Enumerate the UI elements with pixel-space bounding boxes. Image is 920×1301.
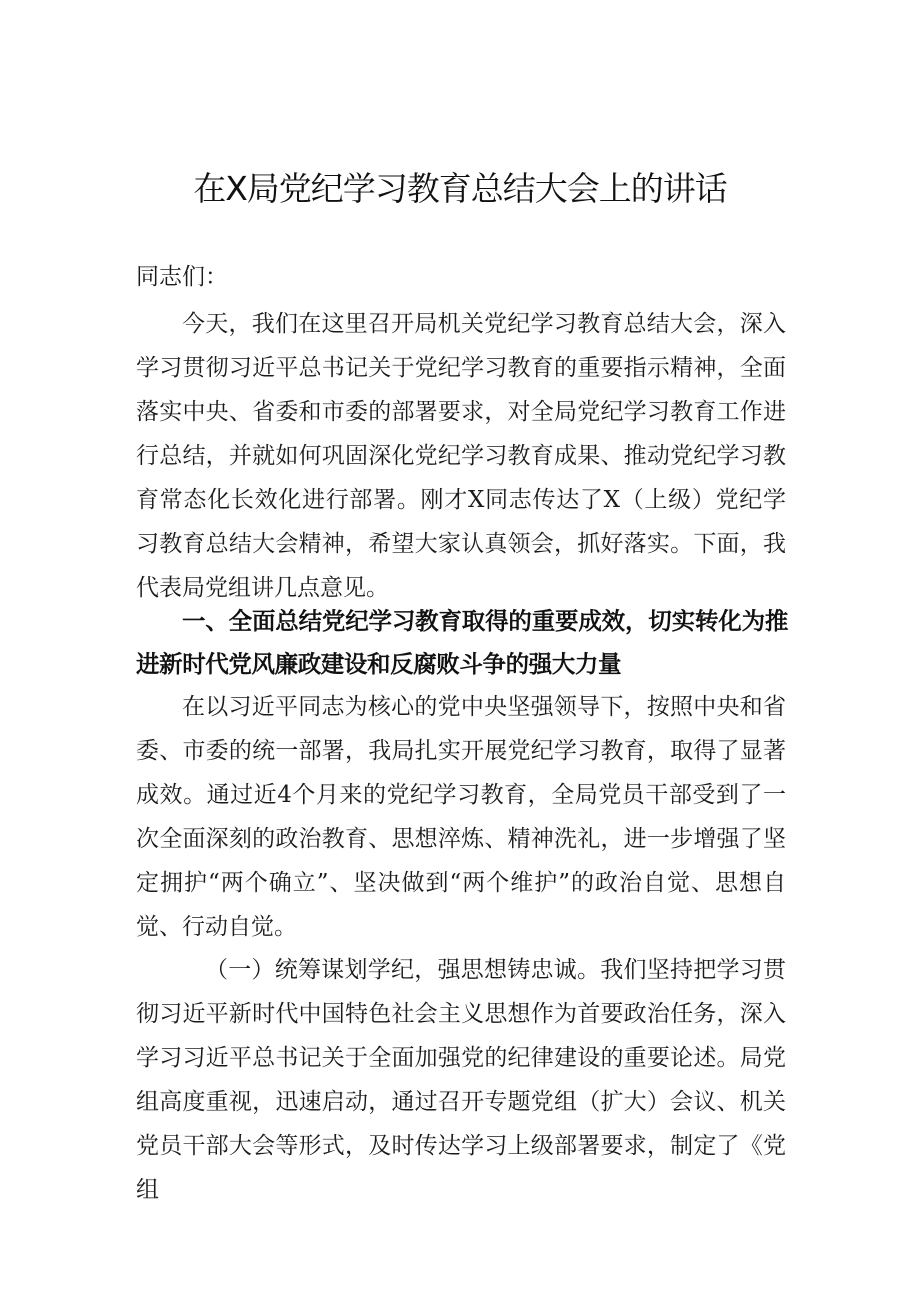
section-1-paragraph: 在以习近平同志为核心的党中央坚强领导下，按照中央和省委、市委的统一部署，我局扎实开展党纪学习教育，取得了显著成效。通过近4个月来的党纪学习教育，全局党员干部受到了一次全面深刻的政治教育、思想淬炼、精神洗礼，进一步增强了坚定拥护“两个确立”、坚决做到“两个维护”的政治自觉、思想自觉、行动自觉。: [136, 694, 786, 940]
document-title: 在X局党纪学习教育总结大会上的讲话: [193, 169, 727, 208]
subsection-1-paragraph: （一）统筹谋划学纪，强思想铸忠诚。我们坚持把学习贯彻习近平新时代中国特色社会主义思想作为首要政治任务，深入学习习近平总书记关于全面加强党的纪律建设的重要论述。局党组高度重视，迅速启动，通过召开专题党组（扩大）会议、机关党员干部大会等形式，及时传达学习上级部署要求，制定了《党组: [136, 957, 786, 1203]
salutation: 同志们：: [136, 264, 228, 290]
intro-paragraph: 今天，我们在这里召开局机关党纪学习教育总结大会，深入学习贯彻习近平总书记关于党纪学习教育的重要指示精神，全面落实中央、省委和市委的部署要求，对全局党纪学习教育工作进行总结，并就如何巩固深化党纪学习教育成果、推动党纪学习教育常态化长效化进行部署。刚才X同志传达了X（上级）党纪学习教育总结大会精神，希望大家认真领会，抓好落实。下面，我代表局党组讲几点意见。: [136, 311, 786, 601]
section-heading-1: 一、全面总结党纪学习教育取得的重要成效，切实转化为推进新时代党风廉政建设和反腐败斗争的强大力量: [136, 607, 788, 678]
